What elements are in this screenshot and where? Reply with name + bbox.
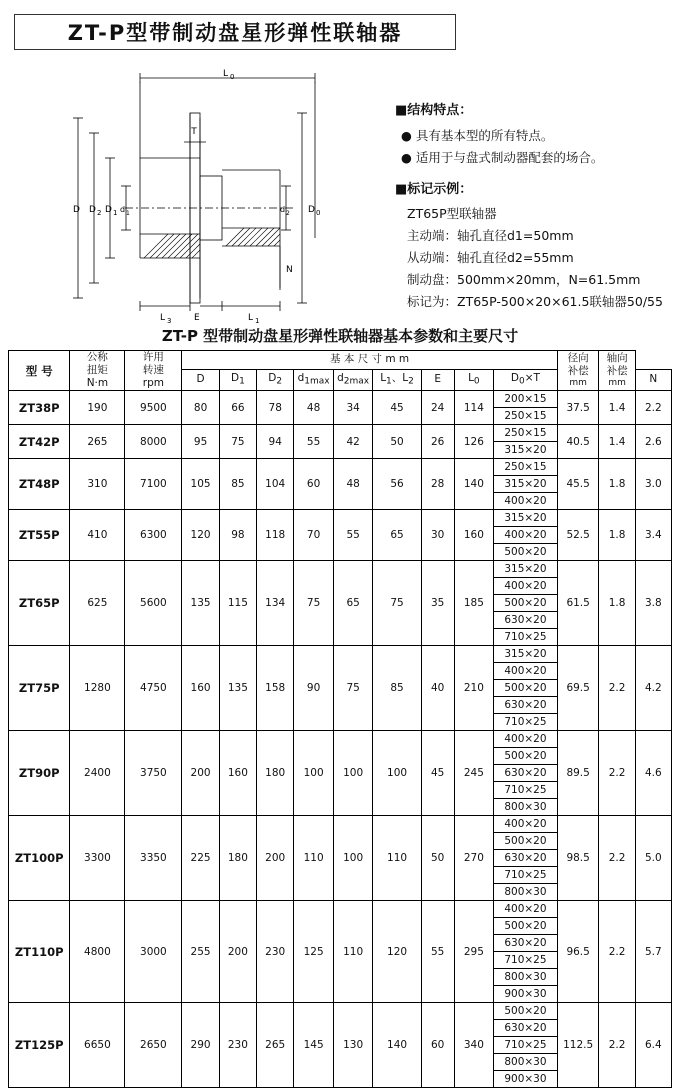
table-row <box>9 510 672 561</box>
d0t-value-0: 315×20 <box>494 646 557 663</box>
cell-axial-5: 4.2 <box>635 646 671 731</box>
header-D2: D2 <box>257 369 294 391</box>
cell-D-8: 255 <box>182 901 219 1003</box>
cell-D1-8: 200 <box>219 901 256 1003</box>
cell-D0T-4 <box>494 561 558 646</box>
d0t-value-2: 630×20 <box>494 935 557 952</box>
cell-L0-5: 210 <box>454 646 494 731</box>
svg-text:0: 0 <box>316 209 321 217</box>
d0t-stack <box>494 901 557 1002</box>
cell-D0T-9 <box>494 1003 558 1088</box>
cell-D-9: 290 <box>182 1003 219 1088</box>
d0t-stack <box>494 561 557 645</box>
cell-dmin-0: 48 <box>294 391 334 425</box>
svg-text:0: 0 <box>230 73 235 81</box>
d0t-value-0: 315×20 <box>494 561 557 578</box>
cell-dmin-8: 125 <box>294 901 334 1003</box>
d0t-value-0: 250×15 <box>494 459 557 476</box>
cell-N-6: 89.5 <box>557 731 599 816</box>
d0t-value-1: 500×20 <box>494 748 557 765</box>
d0t-value-2: 500×20 <box>494 680 557 697</box>
cell-rpm-2: 7100 <box>125 459 182 510</box>
svg-text:D: D <box>105 205 112 215</box>
table-header-row-1 <box>9 351 672 370</box>
cell-D2-7: 200 <box>257 816 294 901</box>
header-dmax: d2max <box>333 369 373 391</box>
cell-L-5: 85 <box>373 646 421 731</box>
cell-model-1: ZT42P <box>9 425 70 459</box>
header-torque-line-1: 扭矩 <box>86 364 108 377</box>
cell-L0-2: 140 <box>454 459 494 510</box>
cell-D2-9: 265 <box>257 1003 294 1088</box>
cell-model-8: ZT110P <box>9 901 70 1003</box>
notes-marking-line-2: 从动端：轴孔直径d2=55mm <box>407 250 574 265</box>
notes-marking-line-3: 制动盘：500mm×20mm，N=61.5mm <box>407 271 641 287</box>
cell-dmax-7: 100 <box>333 816 373 901</box>
cell-D1-3: 98 <box>219 510 256 561</box>
cell-torque-8: 4800 <box>70 901 125 1003</box>
d0t-value-0: 400×20 <box>494 901 557 918</box>
svg-text:L: L <box>223 69 229 79</box>
header-D: D <box>182 369 219 391</box>
d0t-value-0: 500×20 <box>494 1003 557 1020</box>
d0t-value-2: 630×20 <box>494 765 557 782</box>
header-rpm-line-2: rpm <box>142 377 164 390</box>
cell-D1-0: 66 <box>219 391 256 425</box>
svg-text:N: N <box>286 265 293 275</box>
d0t-value-4: 800×30 <box>494 969 557 986</box>
cell-torque-9: 6650 <box>70 1003 125 1088</box>
header-model: 型 号 <box>9 351 70 391</box>
cell-axial-1: 2.6 <box>635 425 671 459</box>
cell-L-8: 120 <box>373 901 421 1003</box>
cell-L-2: 56 <box>373 459 421 510</box>
cell-torque-1: 265 <box>70 425 125 459</box>
cell-model-7: ZT100P <box>9 816 70 901</box>
cell-torque-7: 3300 <box>70 816 125 901</box>
d0t-value-3: 710×25 <box>494 867 557 884</box>
notes-marking-line-4: 标记为：ZT65P-500×20×61.5联轴器50/55 <box>407 293 663 309</box>
cell-rpm-4: 5600 <box>125 561 182 646</box>
header-E: E <box>421 369 454 391</box>
cell-axial-4: 3.8 <box>635 561 671 646</box>
cell-rpm-9: 2650 <box>125 1003 182 1088</box>
cell-D0T-2 <box>494 459 558 510</box>
d0t-value-1: 250×15 <box>504 410 547 423</box>
parameters-table <box>8 350 672 1088</box>
cell-dmax-1: 42 <box>333 425 373 459</box>
cell-L0-7: 270 <box>454 816 494 901</box>
cell-E-0: 24 <box>421 391 454 425</box>
header-rpm-line-1: 转速 <box>142 364 164 377</box>
cell-radial-4: 1.8 <box>599 561 635 646</box>
cell-dmin-3: 70 <box>294 510 334 561</box>
cell-radial-5: 2.2 <box>599 646 635 731</box>
cell-rpm-1: 8000 <box>125 425 182 459</box>
notes-marking-line-1: 主动端：轴孔直径d1=50mm <box>407 228 574 244</box>
header-axial-line-0: 轴向 <box>606 351 628 364</box>
cell-L-4: 75 <box>373 561 421 646</box>
cell-N-8: 96.5 <box>557 901 599 1003</box>
cell-D-2: 105 <box>182 459 219 510</box>
cell-model-6: ZT90P <box>9 731 70 816</box>
cell-N-5: 69.5 <box>557 646 599 731</box>
d0t-stack <box>494 646 557 730</box>
d0t-value-1: 315×20 <box>504 444 547 457</box>
cell-dmax-0: 34 <box>333 391 373 425</box>
page-title-box <box>14 14 456 50</box>
d0t-value-1: 400×20 <box>494 663 557 680</box>
header-torque-line-2: N·m <box>86 377 109 390</box>
cell-radial-2: 1.8 <box>599 459 635 510</box>
cell-axial-8: 5.7 <box>635 901 671 1003</box>
svg-text:2: 2 <box>286 210 290 217</box>
cell-rpm-5: 4750 <box>125 646 182 731</box>
header-D0T: D0×T <box>494 369 558 391</box>
cell-E-5: 40 <box>421 646 454 731</box>
cell-D-3: 120 <box>182 510 219 561</box>
table-row <box>9 425 672 459</box>
table-row <box>9 561 672 646</box>
cell-L0-6: 245 <box>454 731 494 816</box>
cell-dmin-6: 100 <box>294 731 334 816</box>
cell-E-1: 26 <box>421 425 454 459</box>
cell-D2-4: 134 <box>257 561 294 646</box>
cell-dmax-8: 110 <box>333 901 373 1003</box>
cell-torque-4: 625 <box>70 561 125 646</box>
cell-E-9: 60 <box>421 1003 454 1088</box>
d0t-value-2: 400×20 <box>504 495 547 508</box>
cell-L-1: 50 <box>373 425 421 459</box>
d0t-value-3: 800×30 <box>494 1054 557 1071</box>
svg-text:d: d <box>280 205 286 214</box>
notes-panel <box>395 100 665 313</box>
table-row <box>9 816 672 901</box>
cell-dmin-9: 145 <box>294 1003 334 1088</box>
cell-L-7: 110 <box>373 816 421 901</box>
d0t-value-4: 800×30 <box>504 886 547 899</box>
cell-model-9: ZT125P <box>9 1003 70 1088</box>
cell-model-3: ZT55P <box>9 510 70 561</box>
cell-D1-2: 85 <box>219 459 256 510</box>
d0t-value-4: 710×25 <box>504 631 547 644</box>
cell-L-0: 45 <box>373 391 421 425</box>
cell-L0-8: 295 <box>454 901 494 1003</box>
d0t-value-2: 630×20 <box>494 850 557 867</box>
d0t-value-5: 900×30 <box>504 988 547 1001</box>
cell-radial-0: 1.4 <box>599 391 635 425</box>
cell-E-3: 30 <box>421 510 454 561</box>
cell-D0T-3 <box>494 510 558 561</box>
coupling-drawing-svg <box>40 58 360 325</box>
svg-text:L: L <box>248 313 254 323</box>
header-L0: L0 <box>454 369 494 391</box>
table-row <box>9 391 672 425</box>
cell-D1-9: 230 <box>219 1003 256 1088</box>
d0t-stack <box>494 391 557 424</box>
d0t-value-4: 710×25 <box>504 716 547 729</box>
d0t-stack <box>494 1003 557 1087</box>
cell-dmin-1: 55 <box>294 425 334 459</box>
technical-drawing <box>40 58 360 325</box>
cell-D1-1: 75 <box>219 425 256 459</box>
cell-dmin-7: 110 <box>294 816 334 901</box>
header-radial-line-2: mm <box>569 378 587 389</box>
cell-N-1: 40.5 <box>557 425 599 459</box>
header-dmin: d1max <box>294 369 334 391</box>
cell-radial-9: 2.2 <box>599 1003 635 1088</box>
d0t-stack <box>494 510 557 560</box>
cell-D0T-5 <box>494 646 558 731</box>
cell-radial-8: 2.2 <box>599 901 635 1003</box>
header-radial <box>557 351 599 391</box>
svg-text:1: 1 <box>126 210 130 217</box>
cell-N-7: 98.5 <box>557 816 599 901</box>
cell-L-3: 65 <box>373 510 421 561</box>
table-row <box>9 1003 672 1088</box>
cell-rpm-0: 9500 <box>125 391 182 425</box>
d0t-stack <box>494 816 557 900</box>
cell-D2-8: 230 <box>257 901 294 1003</box>
d0t-value-1: 500×20 <box>494 833 557 850</box>
cell-axial-9: 6.4 <box>635 1003 671 1088</box>
table-row <box>9 901 672 1003</box>
cell-axial-3: 3.4 <box>635 510 671 561</box>
svg-text:L: L <box>160 313 166 323</box>
cell-radial-6: 2.2 <box>599 731 635 816</box>
cell-torque-3: 410 <box>70 510 125 561</box>
cell-L0-1: 126 <box>454 425 494 459</box>
cell-D0T-6 <box>494 731 558 816</box>
d0t-value-1: 500×20 <box>494 918 557 935</box>
cell-torque-2: 310 <box>70 459 125 510</box>
cell-E-6: 45 <box>421 731 454 816</box>
d0t-value-1: 400×20 <box>494 578 557 595</box>
d0t-value-0: 200×15 <box>494 391 557 408</box>
cell-rpm-7: 3350 <box>125 816 182 901</box>
cell-D-5: 160 <box>182 646 219 731</box>
cell-D1-5: 135 <box>219 646 256 731</box>
header-basic-size: 基 本 尺 寸 m m <box>182 351 557 370</box>
header-L1-L2: L1、L2 <box>373 369 421 391</box>
svg-text:D: D <box>89 205 96 215</box>
d0t-value-2: 500×20 <box>504 546 547 559</box>
cell-L-9: 140 <box>373 1003 421 1088</box>
cell-axial-2: 3.0 <box>635 459 671 510</box>
d0t-value-1: 315×20 <box>494 476 557 493</box>
svg-text:2: 2 <box>97 209 102 217</box>
cell-model-4: ZT65P <box>9 561 70 646</box>
notes-structure-item-0: ● 具有基本型的所有特点。 <box>401 127 554 143</box>
svg-text:T: T <box>191 127 197 137</box>
header-torque <box>70 351 125 391</box>
header-torque-line-0: 公称 <box>86 351 108 363</box>
header-rpm <box>125 351 182 391</box>
header-rpm-line-0: 许用 <box>142 351 164 363</box>
d0t-value-0: 400×20 <box>494 731 557 748</box>
cell-L0-9: 340 <box>454 1003 494 1088</box>
cell-D-1: 95 <box>182 425 219 459</box>
cell-rpm-3: 6300 <box>125 510 182 561</box>
d0t-value-4: 900×30 <box>504 1073 547 1086</box>
cell-D0T-0 <box>494 391 558 425</box>
cell-D0T-8 <box>494 901 558 1003</box>
d0t-value-3: 710×25 <box>494 782 557 799</box>
cell-rpm-8: 3000 <box>125 901 182 1003</box>
header-axial-line-1: 补偿 <box>606 365 628 378</box>
cell-model-2: ZT48P <box>9 459 70 510</box>
d0t-stack <box>494 731 557 815</box>
d0t-value-2: 710×25 <box>494 1037 557 1054</box>
cell-D-4: 135 <box>182 561 219 646</box>
cell-dmax-6: 100 <box>333 731 373 816</box>
notes-marking-line-0: ZT65P型联轴器 <box>407 206 497 222</box>
cell-L0-0: 114 <box>454 391 494 425</box>
header-D1: D1 <box>219 369 256 391</box>
cell-dmax-3: 55 <box>333 510 373 561</box>
d0t-value-2: 500×20 <box>494 595 557 612</box>
notes-structure-heading: ■结构特点： <box>395 103 473 118</box>
table-row <box>9 646 672 731</box>
header-axial-line-2: mm <box>608 378 626 389</box>
cell-D-6: 200 <box>182 731 219 816</box>
cell-D2-3: 118 <box>257 510 294 561</box>
svg-text:1: 1 <box>113 209 118 217</box>
notes-marking-heading: ■标记示例： <box>395 181 473 197</box>
cell-dmax-2: 48 <box>333 459 373 510</box>
cell-dmax-5: 75 <box>333 646 373 731</box>
d0t-value-4: 800×30 <box>504 801 547 814</box>
cell-N-4: 61.5 <box>557 561 599 646</box>
cell-E-8: 55 <box>421 901 454 1003</box>
table-row <box>9 731 672 816</box>
cell-dmin-5: 90 <box>294 646 334 731</box>
cell-N-0: 37.5 <box>557 391 599 425</box>
header-N: N <box>635 369 671 391</box>
d0t-value-3: 630×20 <box>494 612 557 629</box>
cell-D0T-7 <box>494 816 558 901</box>
cell-model-0: ZT38P <box>9 391 70 425</box>
d0t-value-1: 400×20 <box>494 527 557 544</box>
d0t-value-3: 630×20 <box>494 697 557 714</box>
cell-torque-0: 190 <box>70 391 125 425</box>
cell-torque-5: 1280 <box>70 646 125 731</box>
cell-rpm-6: 3750 <box>125 731 182 816</box>
cell-dmax-4: 65 <box>333 561 373 646</box>
cell-L-6: 100 <box>373 731 421 816</box>
cell-D2-1: 94 <box>257 425 294 459</box>
cell-torque-6: 2400 <box>70 731 125 816</box>
svg-text:3: 3 <box>167 317 172 325</box>
cell-N-9: 112.5 <box>557 1003 599 1088</box>
cell-E-4: 35 <box>421 561 454 646</box>
d0t-value-3: 710×25 <box>494 952 557 969</box>
table-row <box>9 459 672 510</box>
cell-D-7: 225 <box>182 816 219 901</box>
cell-axial-0: 2.2 <box>635 391 671 425</box>
cell-radial-7: 2.2 <box>599 816 635 901</box>
svg-text:D: D <box>73 205 80 215</box>
cell-radial-3: 1.8 <box>599 510 635 561</box>
d0t-value-0: 315×20 <box>494 510 557 527</box>
cell-E-7: 50 <box>421 816 454 901</box>
svg-text:D: D <box>308 205 315 215</box>
table-caption: ZT-P 型带制动盘星形弹性联轴器基本参数和主要尺寸 <box>161 327 519 345</box>
cell-dmin-4: 75 <box>294 561 334 646</box>
cell-L0-3: 160 <box>454 510 494 561</box>
cell-axial-6: 4.6 <box>635 731 671 816</box>
svg-text:E: E <box>194 313 200 323</box>
svg-text:1: 1 <box>255 317 260 325</box>
cell-D2-0: 78 <box>257 391 294 425</box>
cell-N-2: 45.5 <box>557 459 599 510</box>
cell-radial-1: 1.4 <box>599 425 635 459</box>
notes-structure-item-1: ● 适用于与盘式制动器配套的场合。 <box>401 149 604 165</box>
cell-D2-6: 180 <box>257 731 294 816</box>
cell-L0-4: 185 <box>454 561 494 646</box>
page-title: ZT-P型带制动盘星形弹性联轴器 <box>67 21 403 45</box>
d0t-value-1: 630×20 <box>494 1020 557 1037</box>
cell-N-3: 52.5 <box>557 510 599 561</box>
cell-D0T-1 <box>494 425 558 459</box>
cell-D1-4: 115 <box>219 561 256 646</box>
cell-D2-2: 104 <box>257 459 294 510</box>
cell-D-0: 80 <box>182 391 219 425</box>
cell-D2-5: 158 <box>257 646 294 731</box>
header-radial-line-1: 补偿 <box>567 365 589 378</box>
cell-axial-7: 5.0 <box>635 816 671 901</box>
cell-E-2: 28 <box>421 459 454 510</box>
d0t-stack <box>494 459 557 509</box>
table-body <box>9 391 672 1088</box>
cell-D1-6: 160 <box>219 731 256 816</box>
cell-dmax-9: 130 <box>333 1003 373 1088</box>
d0t-value-0: 400×20 <box>494 816 557 833</box>
cell-dmin-2: 60 <box>294 459 334 510</box>
svg-text:d: d <box>120 205 126 214</box>
header-axial <box>599 351 635 391</box>
d0t-value-0: 250×15 <box>494 425 557 442</box>
header-radial-line-0: 径向 <box>567 351 589 364</box>
cell-model-5: ZT75P <box>9 646 70 731</box>
cell-D1-7: 180 <box>219 816 256 901</box>
d0t-stack <box>494 425 557 458</box>
